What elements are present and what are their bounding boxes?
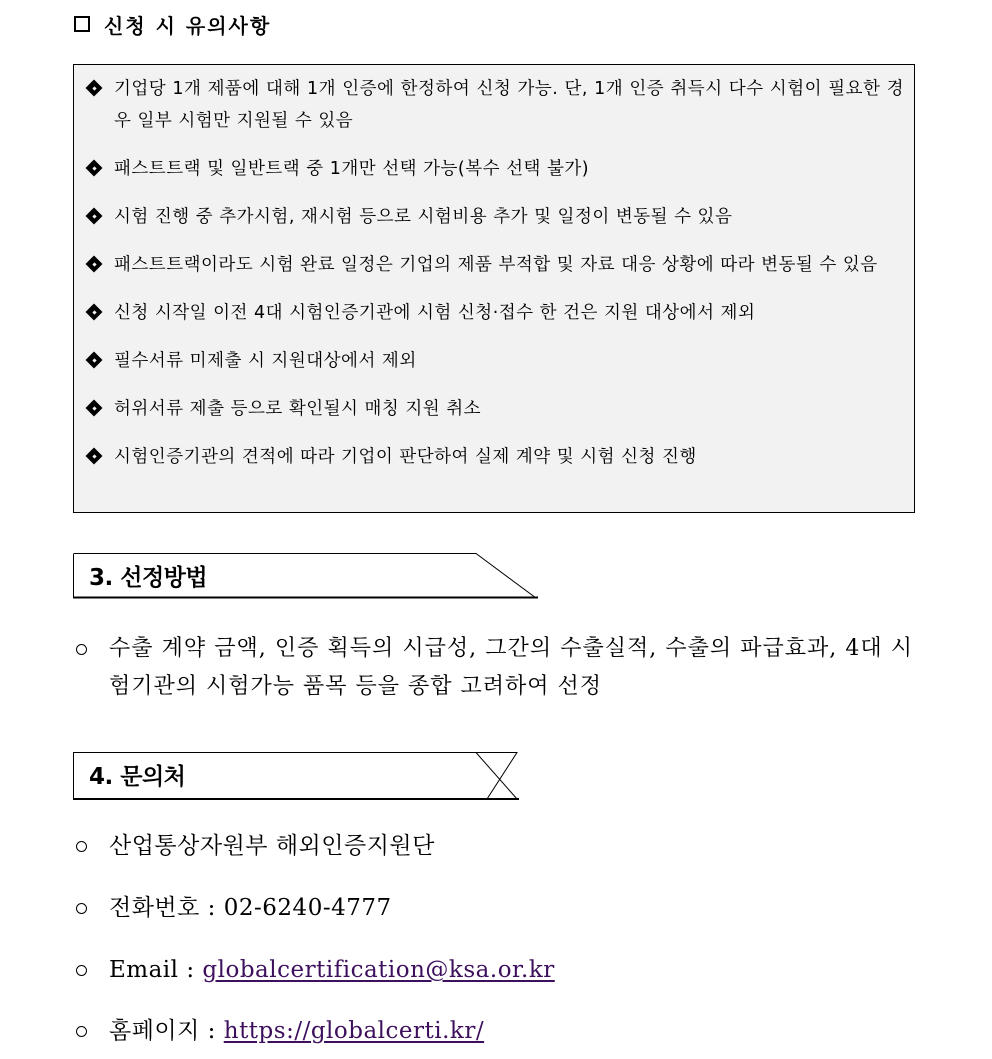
contact-phone-row bbox=[76, 892, 392, 924]
checkbox-icon bbox=[74, 16, 90, 32]
contact-phone-label: 전화번호 : bbox=[109, 895, 224, 921]
notice-item-text: 패스트트랙 및 일반트랙 중 1개만 선택 가능(복수 선택 불가) bbox=[114, 159, 590, 179]
contact-email-link[interactable]: globalcertification@ksa.or.kr bbox=[202, 957, 555, 983]
notice-heading bbox=[74, 10, 271, 38]
selection-section-header bbox=[73, 553, 538, 599]
contact-email-row bbox=[76, 954, 555, 986]
circle-bullet-icon bbox=[76, 903, 87, 914]
contact-title: 4. 문의처 bbox=[89, 764, 186, 790]
contact-homepage-row bbox=[76, 1015, 484, 1047]
circle-bullet-icon bbox=[76, 644, 87, 655]
notice-item bbox=[84, 201, 904, 233]
notice-item-text: 패스트트랙이라도 시험 완료 일정은 기업의 제품 부적합 및 자료 대응 상황에 따라 변동될 수 있음 bbox=[114, 255, 878, 275]
notice-item bbox=[84, 393, 904, 425]
notice-item bbox=[84, 345, 904, 377]
contact-phone: 02-6240-4777 bbox=[223, 895, 392, 921]
diamond-bullet-icon bbox=[84, 441, 114, 473]
selection-text: 수출 계약 금액, 인증 획득의 시급성, 그간의 수출실적, 수출의 파급효과, 4대 시험기관의 시험가능 품목 등을 종합 고려하여 선정 bbox=[109, 636, 913, 699]
notice-item bbox=[84, 249, 904, 281]
contact-organization-row bbox=[76, 830, 435, 862]
notice-box bbox=[73, 64, 915, 513]
notice-item-text: 시험 진행 중 추가시험, 재시험 등으로 시험비용 추가 및 일정이 변동될 수 있음 bbox=[114, 207, 733, 227]
notice-item-text: 허위서류 제출 등으로 확인될시 매칭 지원 취소 bbox=[114, 399, 482, 419]
notice-item bbox=[84, 153, 904, 185]
diamond-bullet-icon bbox=[84, 249, 114, 281]
diamond-bullet-icon bbox=[84, 297, 114, 329]
notice-heading-text: 신청 시 유의사항 bbox=[104, 13, 272, 38]
circle-bullet-icon bbox=[76, 965, 87, 976]
notice-item-text: 시험인증기관의 견적에 따라 기업이 판단하여 실제 계약 및 시험 신청 진행 bbox=[114, 447, 697, 467]
selection-title: 3. 선정방법 bbox=[89, 565, 208, 591]
notice-item-text: 기업당 1개 제품에 대해 1개 인증에 한정하여 신청 가능. 단, 1개 인증 취득시 다수 시험이 필요한 경우 일부 시험만 지원될 수 있음 bbox=[114, 79, 904, 131]
notice-item-text: 신청 시작일 이전 4대 시험인증기관에 시험 신청·접수 한 건은 지원 대상에서 제외 bbox=[114, 303, 756, 323]
contact-homepage-label: 홈페이지 : bbox=[109, 1018, 224, 1044]
diamond-bullet-icon bbox=[84, 73, 114, 105]
selection-criteria bbox=[76, 630, 913, 706]
contact-organization: 산업통상자원부 해외인증지원단 bbox=[109, 833, 435, 859]
notice-item bbox=[84, 441, 904, 473]
contact-homepage-link[interactable]: https://globalcerti.kr/ bbox=[223, 1018, 485, 1044]
circle-bullet-icon bbox=[76, 841, 87, 852]
notice-item bbox=[84, 73, 904, 137]
notice-item-text: 필수서류 미제출 시 지원대상에서 제외 bbox=[114, 351, 417, 371]
diamond-bullet-icon bbox=[84, 345, 114, 377]
circle-bullet-icon bbox=[76, 1026, 87, 1037]
contact-section-header bbox=[73, 752, 519, 798]
diamond-bullet-icon bbox=[84, 393, 114, 425]
diamond-bullet-icon bbox=[84, 153, 114, 185]
contact-email-label: Email : bbox=[109, 957, 203, 983]
notice-item bbox=[84, 297, 904, 329]
diamond-bullet-icon bbox=[84, 201, 114, 233]
